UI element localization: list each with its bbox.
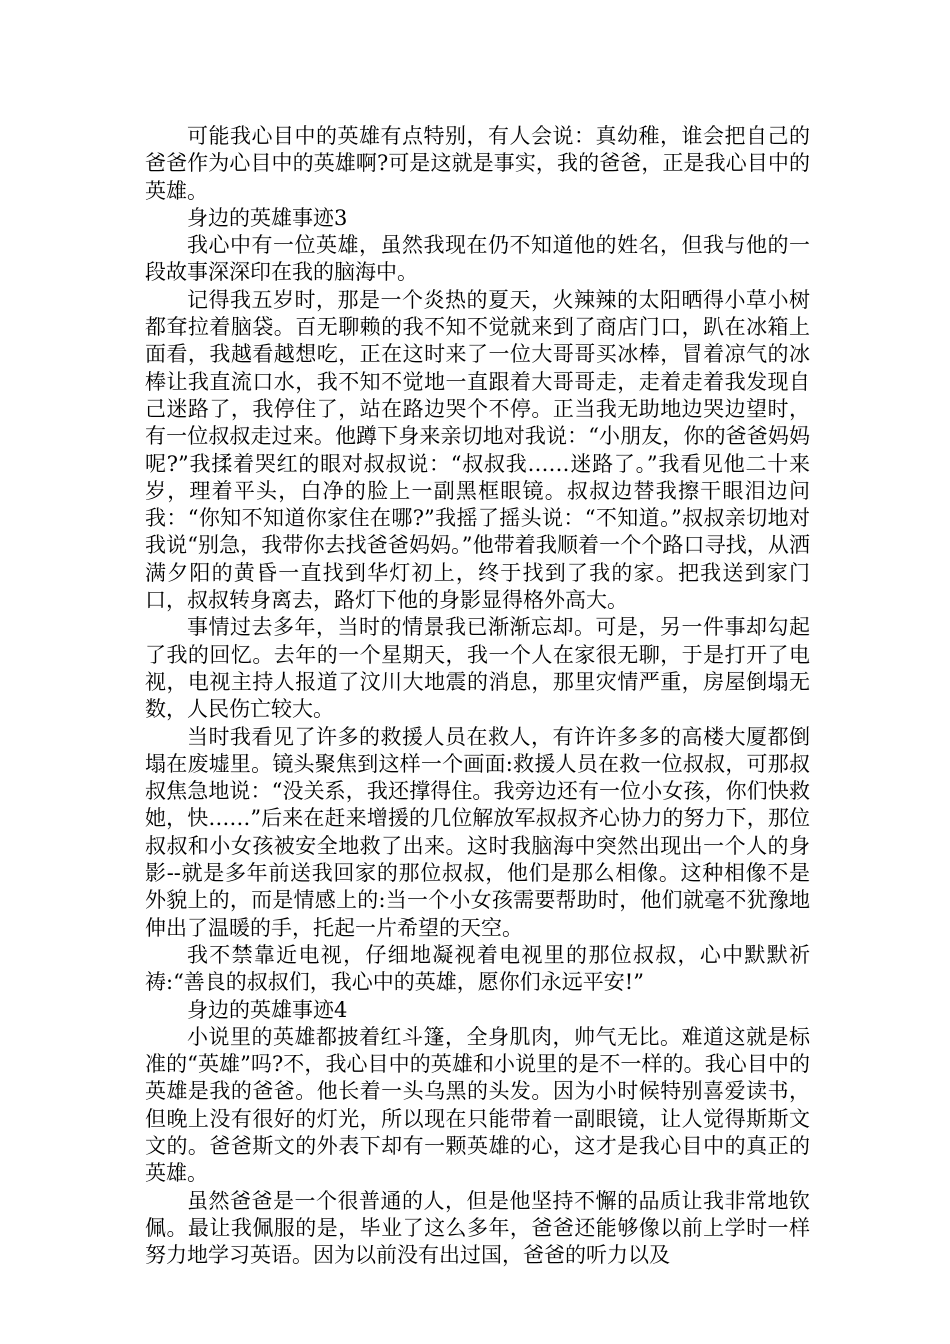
paragraph-3: 记得我五岁时，那是一个炎热的夏天，火辣辣的太阳晒得小草小树都耷拉着脑袋。百无聊赖的我不知不觉就来到了商店门口，趴在冰箱上面看，我越看越想吃，正在这时来了一位大哥哥买冰棒，冒着凉气的冰棒让我直流口水，我不知不觉地一直跟着大哥哥走，走着走着我发现自己迷路了，我停住了，站在路边哭个不停。正当我无助地边哭边望时，有一位叔叔走过来。他蹲下身来亲切地对我说：“小朋友，你的爸爸妈妈呢?”我揉着哭红的眼对叔叔说：“叔叔我……迷路了。”我看见他二十来岁，理着平头，白净的脸上一副黑框眼镜。叔叔边替我擦干眼泪边问我：“你知不知道你家住在哪?”我摇了摇头说：“不知道。”叔叔亲切地对我说“别急，我带你去找爸爸妈妈。”他带着我顺着一个个路口寻找，从洒满夕阳的黄昏一直找到华灯初上，终于找到了我的家。把我送到家门口，叔叔转身离去，路灯下他的身影显得格外高大。 [145, 287, 810, 613]
paragraph-7: 小说里的英雄都披着红斗篷，全身肌肉，帅气无比。难道这就是标准的“英雄”吗?不，我心目中的英雄和小说里的是不一样的。我心目中的英雄是我的爸爸。他长着一头乌黑的头发。因为小时候特别喜爱读书，但晚上没有很好的灯光，所以现在只能带着一副眼镜，让人觉得斯斯文文的。爸爸斯文的外表下却有一颗英雄的心，这才是我心目中的真正的英雄。 [145, 1024, 810, 1186]
paragraph-4: 事情过去多年，当时的情景我已渐渐忘却。可是，另一件事却勾起了我的回忆。去年的一个星期天，我一个人在家很无聊，于是打开了电视，电视主持人报道了汶川大地震的消息，那里灾情严重，房屋倒塌无数，人民伤亡较大。 [145, 615, 810, 722]
document-body [145, 123, 810, 1269]
section-heading-4: 身边的英雄事迹4 [187, 997, 348, 1022]
paragraph-8: 虽然爸爸是一个很普通的人，但是他坚持不懈的品质让我非常地钦佩。最让我佩服的是，毕业了这么多年，爸爸还能够像以前上学时一样努力地学习英语。因为以前没有出过国，爸爸的听力以及 [145, 1188, 810, 1268]
paragraph-1: 可能我心目中的英雄有点特别，有人会说：真幼稚，谁会把自己的爸爸作为心目中的英雄啊?可是这就是事实，我的爸爸，正是我心目中的英雄。 [145, 124, 810, 203]
section-heading-3: 身边的英雄事迹3 [187, 205, 348, 230]
paragraph-2: 我心中有一位英雄，虽然我现在仍不知道他的姓名，但我与他的一段故事深深印在我的脑海中。 [145, 233, 810, 285]
paragraph-5: 当时我看见了许多的救援人员在救人，有许许多多的高楼大厦都倒塌在废墟里。镜头聚焦到这样一个画面:救援人员在救一位叔叔，可那叔叔焦急地说：“没关系，我还撑得住。我旁边还有一位小女孩，你们快救她，快……”后来在赶来增援的几位解放军叔叔齐心协力的努力下，那位叔叔和小女孩被安全地救了出来。这时我脑海中突然出现出一个人的身影--就是多年前送我回家的那位叔叔，他们是那么相像。这种相像不是外貌上的，而是情感上的:当一个小女孩需要帮助时，他们就毫不犹豫地伸出了温暖的手，托起一片希望的天空。 [145, 724, 810, 940]
paragraph-6: 我不禁靠近电视，仔细地凝视着电视里的那位叔叔，心中默默祈祷:“善良的叔叔们，我心中的英雄，愿你们永远平安!” [145, 942, 810, 995]
